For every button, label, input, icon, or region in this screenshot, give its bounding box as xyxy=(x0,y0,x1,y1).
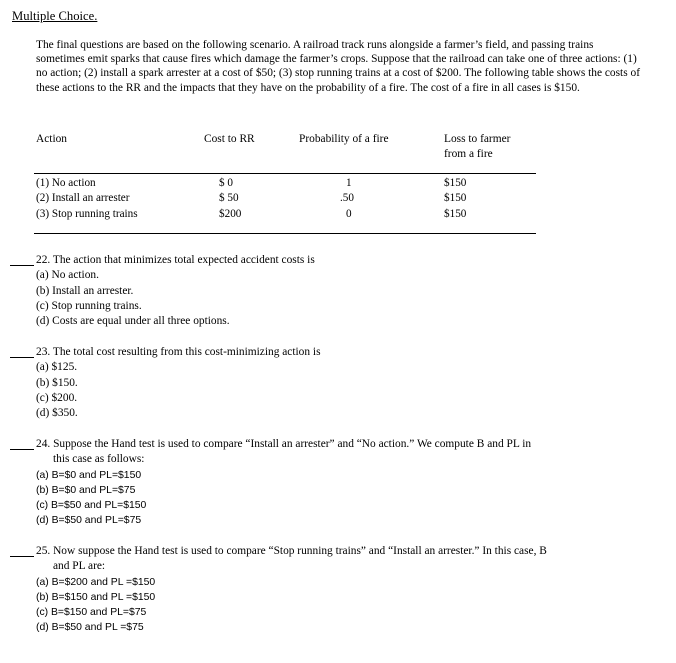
table-top-rule xyxy=(34,173,536,174)
question-24 xyxy=(36,437,531,529)
answer-option: (b) B=$150 and PL =$150 xyxy=(36,591,156,603)
row-cost: $ 50 xyxy=(219,192,239,204)
question-25 xyxy=(36,544,547,636)
answer-option: (a) No action. xyxy=(36,269,99,282)
row-probability: 1 xyxy=(346,177,352,189)
col-header-loss-line1: Loss to farmer xyxy=(444,133,511,145)
row-action: (2) Install an arrester xyxy=(36,192,130,204)
section-heading: Multiple Choice. xyxy=(12,9,98,23)
scenario-paragraph: The final questions are based on the following scenario. A railroad track runs alongside a farmer’s field, and passing trains sometimes emit sparks that cause fires which damage the farmer’s crops. Suppose that the railroad can take one of three actions: (1) no action; (2) install a spark arrester at a cost of $50; (3) stop running trains at a cost of $200. The following table shows the costs of these actions to the RR and the impacts that they have on the probability of a fire. The cost of a fire in all cases is $150. xyxy=(36,39,640,94)
question-stem: 22. The action that minimizes total expected accident costs is xyxy=(36,254,315,266)
answer-option: (c) $200. xyxy=(36,391,78,404)
answer-option: (d) $350. xyxy=(36,407,78,420)
answer-blank-q22[interactable] xyxy=(10,265,34,266)
col-header-loss-line2: from a fire xyxy=(444,147,493,160)
question-stem: 24. Suppose the Hand test is used to compare “Install an arrester” and “No action.” We compute B and PL in xyxy=(36,438,532,450)
answer-blank-q24[interactable] xyxy=(10,449,34,450)
question-22 xyxy=(36,253,315,329)
row-loss: $150 xyxy=(444,208,467,220)
answer-option: (b) $150. xyxy=(36,376,78,389)
answer-option: (c) B=$50 and PL=$150 xyxy=(36,500,147,512)
row-cost: $ 0 xyxy=(219,177,233,189)
answer-option: (b) Install an arrester. xyxy=(36,284,134,297)
question-stem: 23. The total cost resulting from this cost-minimizing action is xyxy=(36,346,321,358)
answer-option: (a) B=$200 and PL =$150 xyxy=(36,576,156,588)
row-probability: .50 xyxy=(340,192,354,204)
answer-option: (d) Costs are equal under all three options. xyxy=(36,315,230,328)
answer-option: (d) B=$50 and PL=$75 xyxy=(36,515,142,527)
answer-option: (b) B=$0 and PL=$75 xyxy=(36,484,136,496)
row-probability: 0 xyxy=(346,208,352,220)
table-bottom-rule xyxy=(34,233,536,234)
answer-option: (a) $125. xyxy=(36,361,78,374)
row-cost: $200 xyxy=(219,208,242,220)
answer-blank-q23[interactable] xyxy=(10,357,34,358)
row-action: (1) No action xyxy=(36,177,96,189)
row-loss: $150 xyxy=(444,192,467,204)
answer-option: (c) Stop running trains. xyxy=(36,299,142,312)
col-header-loss xyxy=(444,132,510,161)
question-stem: 25. Now suppose the Hand test is used to compare “Stop running trains” and “Install an arrester.” In this case, B xyxy=(36,545,547,557)
answer-blank-q25[interactable] xyxy=(10,556,34,557)
col-header-probability: Probability of a fire xyxy=(299,133,389,145)
col-header-cost: Cost to RR xyxy=(204,133,255,145)
row-loss: $150 xyxy=(444,177,467,189)
row-action: (3) Stop running trains xyxy=(36,208,138,220)
question-stem-continued: and PL are: xyxy=(53,560,106,573)
col-header-action: Action xyxy=(36,133,68,145)
answer-option: (d) B=$50 and PL =$75 xyxy=(36,622,144,634)
question-23 xyxy=(36,345,321,421)
answer-option: (c) B=$150 and PL=$75 xyxy=(36,607,147,619)
answer-option: (a) B=$0 and PL=$150 xyxy=(36,469,142,481)
question-stem-continued: this case as follows: xyxy=(53,453,145,466)
